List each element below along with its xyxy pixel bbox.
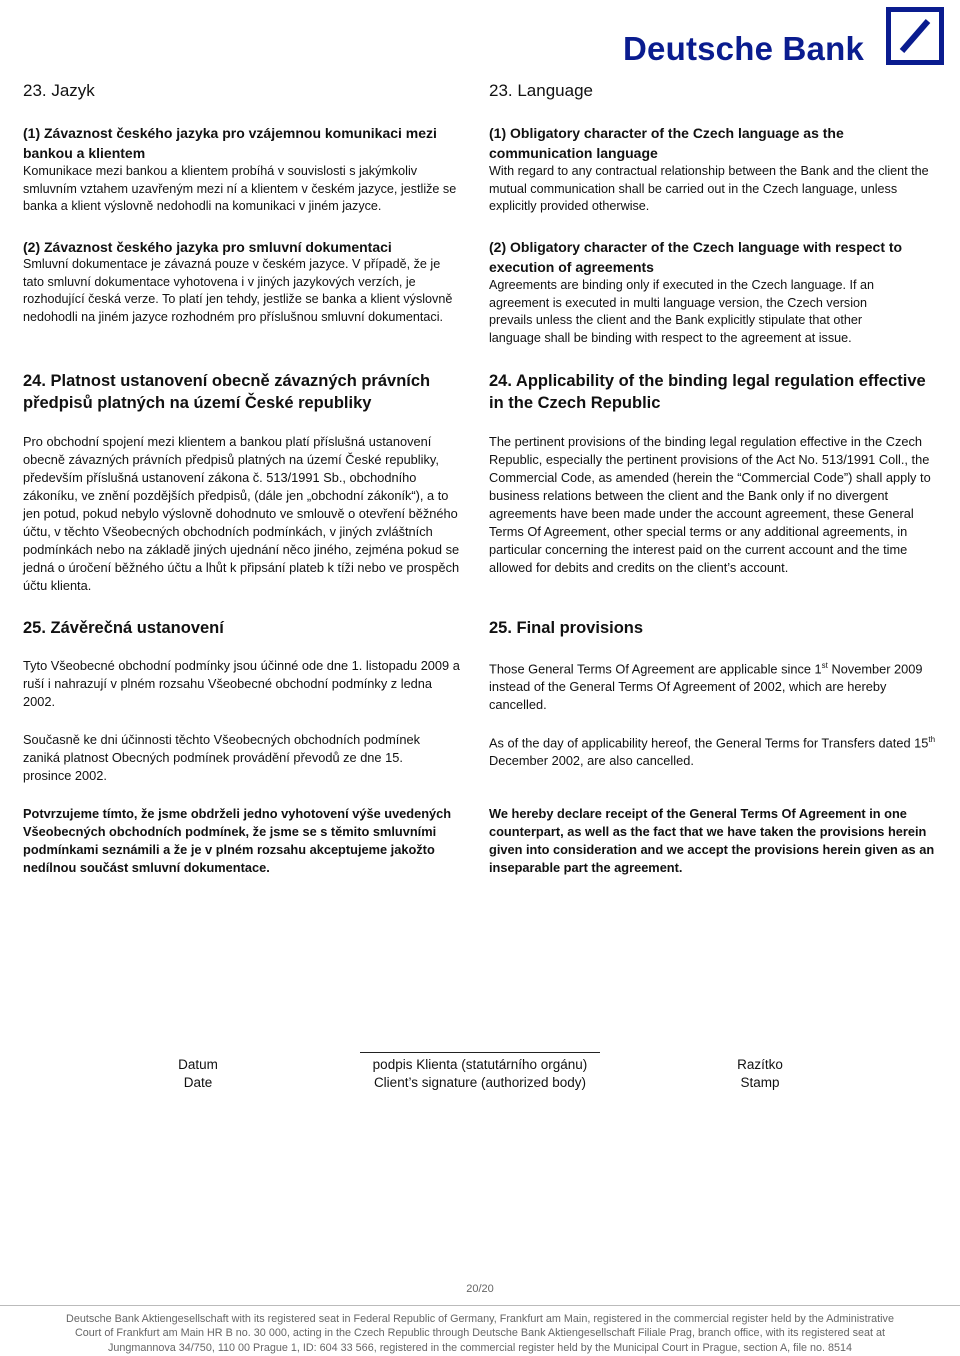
s23-1-text-en: With regard to any contractual relationship between the Bank and the client the mutual communication shall be carried out in the Czech language, unless explicitly provided otherwise.	[489, 164, 929, 214]
section-24-title-en: 24. Applicability of the binding legal regulation effective in the Czech Republic	[489, 372, 926, 412]
s25-p1-en-a: Those General Terms Of Agreement are applicable since 1	[489, 661, 822, 677]
section-23-title-cz: 23. Jazyk	[23, 81, 95, 100]
page-number: 20/20	[466, 1283, 494, 1295]
stamp-label	[710, 1056, 810, 1092]
s23-1-heading-en: (1) Obligatory character of the Czech language as the communication language	[489, 125, 844, 161]
section-25-title-cz: 25. Závěrečná ustanovení	[23, 619, 224, 637]
s23-1-text-cz: Komunikace mezi bankou a klientem probíhá v souvislosti s jakýmkoliv smluvním vztahem uzavřeným mezi ní a klientem v českém jazyce, jestliže se banka a klient výslovně nedohodli na komunikaci v jiném jazyce.	[23, 164, 457, 214]
declaration-cz: Potvrzujeme tímto, že jsme obdrželi jedno vyhotovení výše uvedených Všeobecných obchodních podmínek, že jsme se s těmito smluvními podmínkami seznámili a že je v plném rozsahu akceptujeme jakožto nedílnou součást smluvní dokumentace.	[23, 806, 452, 875]
s25-p1-en-sup: st	[821, 661, 828, 670]
sign-label-en: Client’s signature (authorized body)	[373, 1075, 587, 1090]
s23-2-text-en: Agreements are binding only if executed in the Czech language. If an agreement is executed in multi language version, the Czech version prevails unless the client and the Bank explicitly stipulate that other language shall be binding with respect to the agreement at issue.	[489, 278, 875, 345]
date-label-cz: Datum	[178, 1057, 218, 1072]
logo-wordmark: Deutsche Bank	[623, 30, 865, 67]
footer-line-1: Deutsche Bank Aktiengesellschaft with its registered seat in Federal Republic of Germany, Frankfurt am Main, registered in the commercial register held by the Administrative	[66, 1313, 894, 1325]
section-24-title-cz: 24. Platnost ustanovení obecně závazných právních předpisů platných na území České republiky	[23, 372, 431, 412]
legal-footer	[10, 1312, 950, 1355]
date-label-en: Date	[183, 1075, 213, 1090]
s23-2-text-cz: Smluvní dokumentace je závazná pouze v českém jazyce. V případě, že je tato smluvní dokumentace vyhotovena i v jiných jazykových verzích, je rozhodující česká verze. To platí jen tehdy, jestliže se banka a klient výslovně nedohodli na jiném jazyce rozhodném pro příslušnou smluvní dokumentaci.	[23, 257, 453, 324]
s24-text-cz: Pro obchodní spojení mezi klientem a bankou platí příslušná ustanovení obecně závazných právních předpisů platných na území České republiky, především příslušná ustanovení zákona č. 513/1991 Sb., obchodního zákoníku, ve znění pozdějších předpisů, (dále jen „obchodní zákoník“), a to jen potud, pokud nebylo výslovně dohodnuto ve smlouvě o otevření běžného účtu, v těchto Všeobecných obchodních podmínkách, v jiných zvláštních podmínkách nebo na základě jiných ujednání něco jiného, zejména pokud se jedná o úročení běžného účtu a lhůt k připsání plateb k tíži nebo ve prospěch účtu klienta.	[23, 434, 460, 593]
footer-line-2: Court of Frankfurt am Main HR B no. 30 000, acting in the Czech Republic through Deutsche Bank Aktiengesellschaft Filiale Prag, branch office, with its registered seat at	[75, 1327, 885, 1340]
stamp-label-en: Stamp	[740, 1075, 780, 1090]
s25-p2-en-b: December 2002, are also cancelled.	[489, 753, 694, 769]
s25-p1-en-b: November 2009 instead of the General Terms Of Agreement of 2002, which are hereby cancelled.	[489, 661, 923, 713]
section-23-title-en: 23. Language	[489, 81, 593, 100]
stamp-label-cz: Razítko	[737, 1057, 783, 1072]
s23-2-heading-cz: (2) Závaznost českého jazyka pro smluvní dokumentaci	[23, 239, 392, 255]
client-signature-label	[330, 1056, 630, 1092]
sign-label-cz: podpis Klienta (statutárního orgánu)	[372, 1057, 588, 1072]
footer-line-3: Jungmannova 34/750, 110 00 Prague 1, ID: 604 33 566, registered in the commercial register held by the Municipal Court in Prague, section A, file no. 8514	[107, 1341, 853, 1354]
s25-p2-en-sup: th	[928, 735, 936, 744]
s25-p1-en	[489, 657, 929, 714]
footer-divider	[0, 1305, 960, 1306]
date-label	[148, 1056, 248, 1092]
s25-p1-cz: Tyto Všeobecné obchodní podmínky jsou účinné ode dne 1. listopadu 2009 a ruší i nahrazují v plném rozsahu Všeobecné obchodní podmínky z ledna 2002.	[23, 658, 460, 709]
s23-1-heading-cz: (1) Závaznost českého jazyka pro vzájemnou komunikaci mezi bankou a klientem	[23, 125, 437, 161]
section-25-title-en: 25. Final provisions	[489, 619, 644, 637]
deutsche-bank-logo-icon	[886, 7, 944, 65]
s25-p2-cz: Současně ke dni účinnosti těchto Všeobecných obchodních podmínek zaniká platnost Obecných podmínek provádění převodů ze dne 15. prosince 2002.	[23, 732, 420, 783]
s25-p2-en	[489, 731, 944, 770]
signature-line	[360, 1052, 600, 1053]
s23-2-heading-en: (2) Obligatory character of the Czech language with respect to execution of agreements	[489, 239, 903, 275]
s25-p2-en-a: As of the day of applicability hereof, the General Terms for Transfers dated 15	[489, 735, 929, 751]
declaration-en: We hereby declare receipt of the General Terms Of Agreement in one counterpart, as well as the fact that we have taken the provisions herein given into consideration and we accept the provisions herein given as an inseparable part the agreement.	[489, 806, 935, 875]
s24-text-en: The pertinent provisions of the binding legal regulation effective in the Czech Republic, especially the pertinent provisions of the Act No. 513/1991 Coll., the Commercial Code, as amended (herein the “Commercial Code”) shall apply to business relations between the client and the Bank only if no divergent agreements have been made under the account agreement, these General Terms Of Agreement, other special terms or any additional agreements, in particular concerning the interest paid on the current account and the time allowed for debits and credits on the client’s account.	[489, 434, 931, 575]
